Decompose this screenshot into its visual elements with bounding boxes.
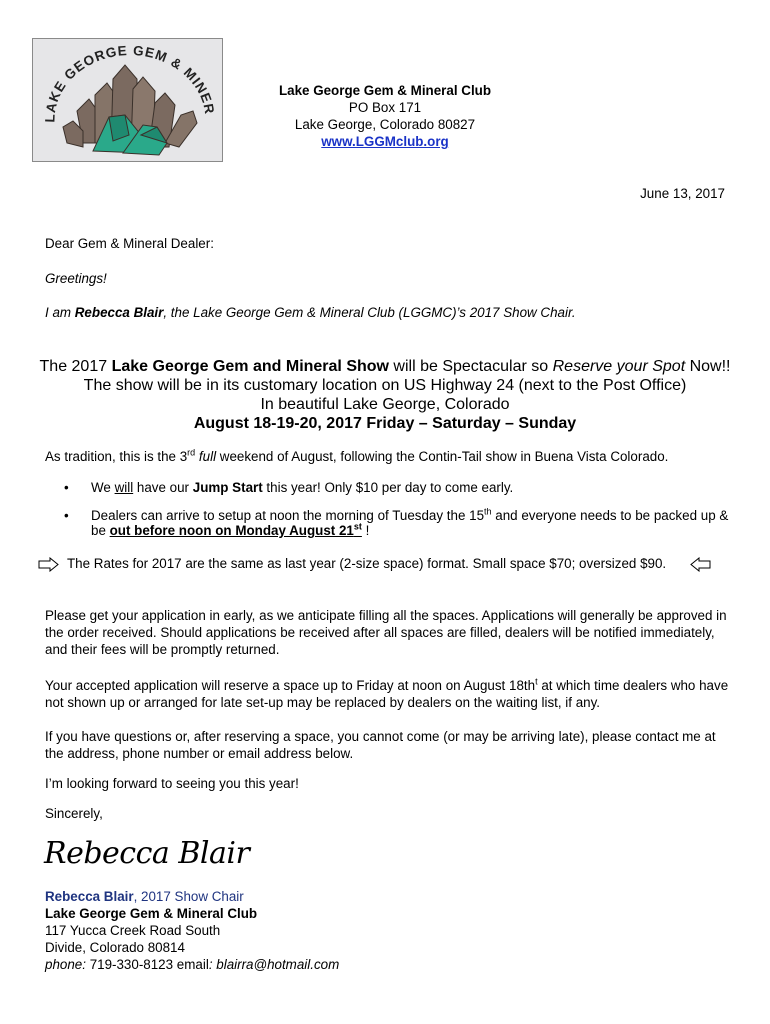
tradition-c: weekend of August, following the Contin-Tail show in Buena Vista Colorado. — [216, 449, 669, 464]
announce-l1-c: will be Spectacular so — [388, 358, 553, 375]
b2-a: Dealers can arrive to setup at noon the morning of Tuesday the 15 — [91, 508, 485, 523]
letter-date: June 13, 2017 — [640, 186, 725, 201]
left-arrow-icon — [689, 557, 711, 572]
b1-jump-start: Jump Start — [192, 480, 263, 495]
b2-sup1: th — [484, 506, 492, 517]
paragraph-questions: If you have questions or, after reserving a space, you cannot come (or may be arriving late), please contact me at the address, phone number or email address below. — [45, 729, 716, 761]
tradition-full: full — [198, 449, 217, 464]
b2-d: ! — [361, 523, 370, 538]
paragraph-reservation — [45, 677, 730, 711]
email-colon: : — [208, 957, 213, 972]
phone-number: 719-330-8123 email — [85, 957, 209, 972]
signature: Rebecca Blair — [44, 836, 250, 871]
intro-post: , the Lake George Gem & Mineral Club (LGGMC)’s 2017 Show Chair. — [163, 305, 576, 320]
b2-sup2: st — [353, 521, 362, 532]
signer-title: , 2017 Show Chair — [133, 889, 244, 904]
b2-c: out before noon on Monday August 21 — [109, 523, 354, 538]
bullet-dot: • — [64, 508, 69, 523]
contact-line — [45, 956, 339, 973]
para2-sup: t — [535, 676, 538, 687]
email-address[interactable]: blairra@hotmail.com — [212, 957, 340, 972]
intro-line — [45, 305, 576, 320]
bullet-text — [91, 508, 734, 538]
signer-line — [45, 888, 339, 905]
announce-l1-a: The 2017 — [39, 358, 112, 375]
signature-block — [45, 888, 339, 973]
b2-deadline — [110, 523, 362, 538]
club-name: Lake George Gem & Mineral Club — [278, 83, 492, 98]
salutation: Dear Gem & Mineral Dealer: — [45, 236, 214, 251]
website-link[interactable]: www.LGGMclub.org — [321, 134, 449, 149]
b1-c: have our — [133, 480, 193, 495]
b2-b: and everyone needs to be packed up & be — [91, 508, 729, 538]
tradition-sup: rd — [187, 447, 196, 458]
intro-pre: I am — [45, 305, 75, 320]
para2-a: Your accepted application will reserve a space up to Friday at noon on August 18th — [45, 678, 536, 693]
show-dates: August 18-19-20, 2017 Friday – Saturday – Sunday — [193, 415, 577, 432]
greeting: Greetings! — [45, 271, 107, 286]
show-announcement — [0, 357, 770, 433]
letterhead — [0, 82, 770, 150]
reserve-spot: Reserve your Spot — [552, 358, 686, 375]
paragraph-applications: Please get your application in early, as we anticipate filling all the spaces. Applications will generally be approved in the order received. Should applications be received after all spaces are filled, dealers will be notified immediately, and their fees will be promptly returned. — [45, 608, 727, 657]
signer-name: Rebecca Blair — [45, 889, 134, 904]
closing-street: 117 Yucca Creek Road South — [45, 923, 221, 938]
bullet-text — [91, 480, 734, 495]
announce-line-2: The show will be in its customary location on US Highway 24 (next to the Post Office) — [83, 377, 687, 394]
announce-line-3: In beautiful Lake George, Colorado — [260, 396, 510, 413]
bullet-dot: • — [64, 480, 69, 495]
para2-b: at which time dealers who have not shown up or arranged for late set-up may be replaced by dealers on the waiting list, if any. — [45, 678, 729, 710]
club-city: Lake George, Colorado 80827 — [294, 117, 476, 132]
closing-club: Lake George Gem & Mineral Club — [45, 906, 258, 921]
closing-city: Divide, Colorado 80814 — [45, 940, 185, 955]
rates-text: The Rates for 2017 are the same as last year (2-size space) format. Small space $70; oversized $90. — [67, 556, 667, 571]
tradition-a: As tradition, this is the 3 — [45, 449, 188, 464]
b1-will: will — [114, 480, 134, 495]
announce-line-1 — [0, 357, 770, 376]
logo-text: LAKE GEORGE GEM & MINER — [42, 42, 218, 123]
announce-l1-e: Now!! — [685, 358, 731, 375]
right-arrow-icon — [38, 557, 60, 572]
paragraph-looking-forward: I’m looking forward to seeing you this year! — [45, 776, 299, 791]
b1-a: We — [91, 480, 115, 495]
po-box: PO Box 171 — [348, 100, 422, 115]
intro-name: Rebecca Blair — [74, 305, 164, 320]
b1-e: this year! Only $10 per day to come early. — [262, 480, 514, 495]
sincerely: Sincerely, — [45, 806, 103, 821]
tradition-line — [45, 449, 668, 464]
phone-label: phone: — [45, 957, 86, 972]
show-name: Lake George Gem and Mineral Show — [111, 358, 389, 375]
